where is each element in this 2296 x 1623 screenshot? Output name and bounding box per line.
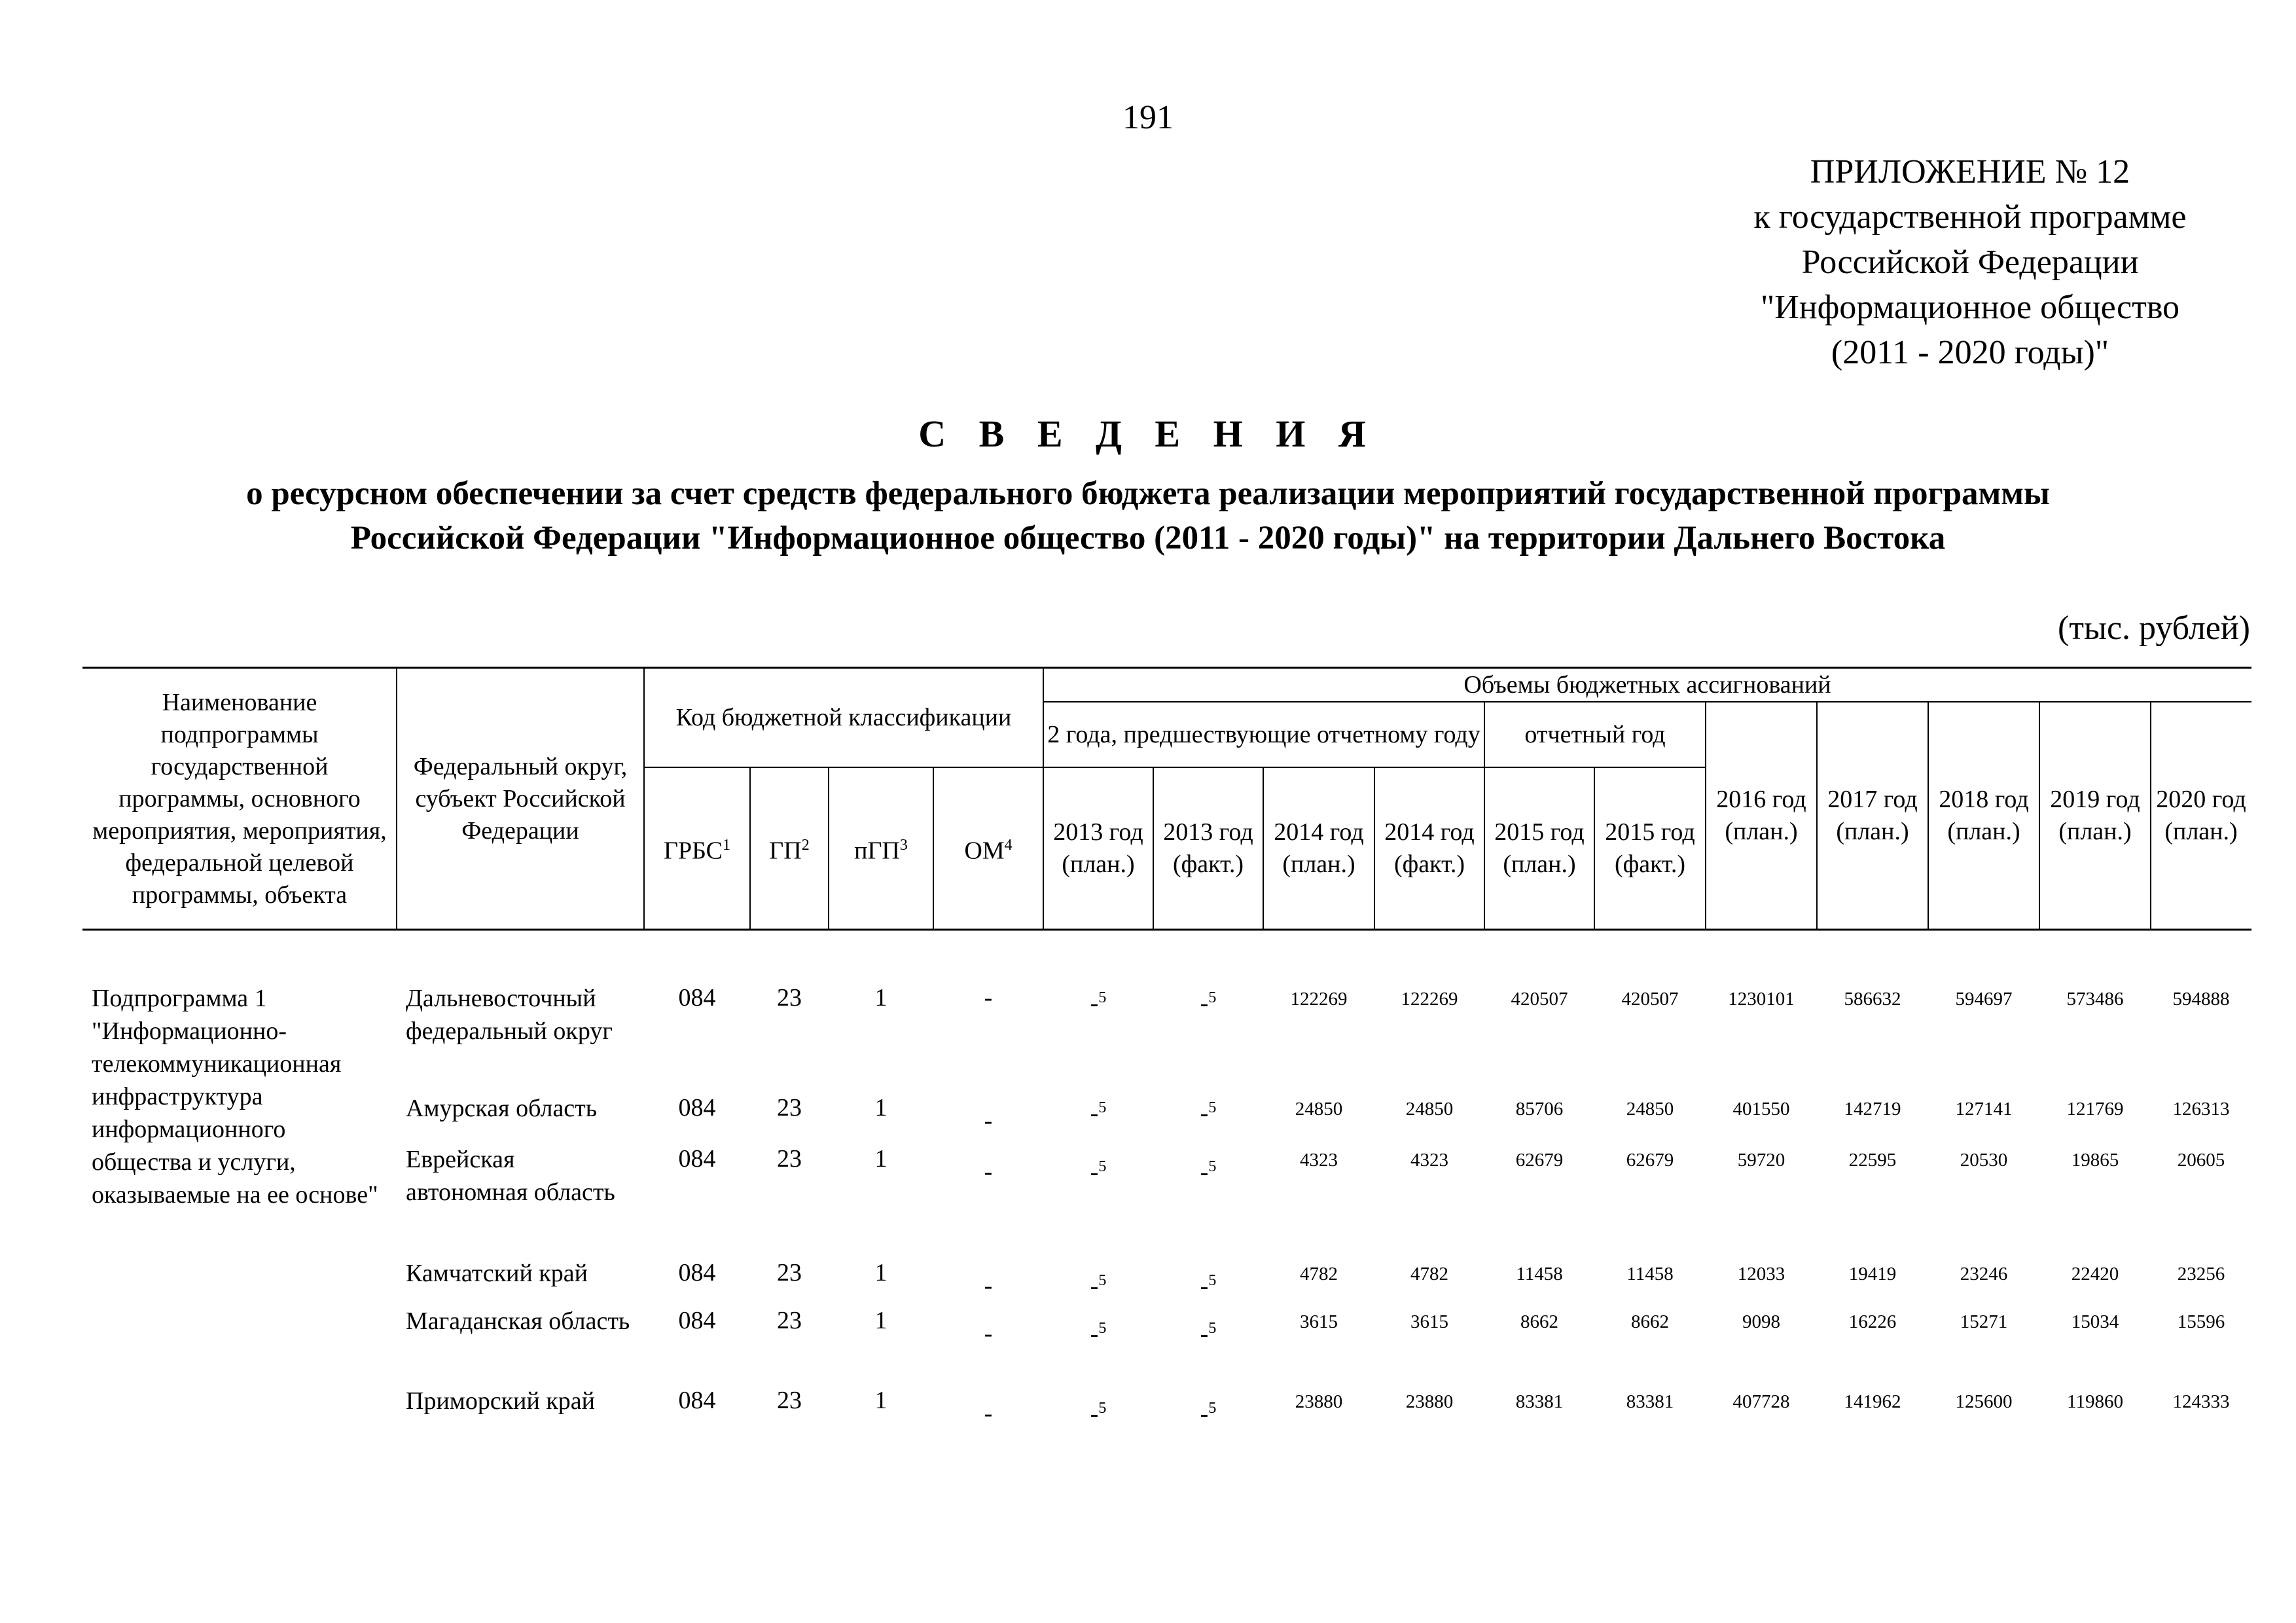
- district-name: Камчатский край: [406, 1260, 588, 1287]
- value-cell: 24850: [1405, 1099, 1454, 1120]
- header-year-col: 2013 год (факт.): [1163, 818, 1253, 878]
- value-cell: 407728: [1732, 1391, 1790, 1412]
- pgp-code: 1: [874, 1387, 888, 1414]
- value-cell: 127141: [1955, 1099, 2013, 1120]
- om-code: -: [984, 1272, 993, 1300]
- value-cell: 8662: [1631, 1311, 1669, 1332]
- value-cell: 20530: [1960, 1150, 2008, 1171]
- value-cell: 19419: [1848, 1264, 1897, 1285]
- value-cell: 23256: [2177, 1264, 2225, 1285]
- value-cell: 573486: [2066, 989, 2124, 1010]
- value-cell: 59720: [1737, 1150, 1785, 1171]
- document-title: С В Е Д Е Н И Я: [918, 412, 1378, 455]
- om-code: -: [984, 1400, 993, 1427]
- header-district: Федеральный округ, субъект Российской Федерации: [413, 752, 628, 845]
- appendix-line: Российской Федерации: [1801, 244, 2139, 281]
- value-cell: 22420: [2071, 1264, 2119, 1285]
- appendix-line: ПРИЛОЖЕНИЕ № 12: [1810, 153, 2130, 191]
- header-year-col: 2014 год (факт.): [1384, 818, 1475, 878]
- district-name: Приморский край: [406, 1387, 595, 1415]
- value-cell: 4782: [1410, 1264, 1448, 1285]
- district-name: Амурская область: [406, 1095, 598, 1122]
- value-cell: 23880: [1405, 1391, 1454, 1412]
- header-prev-years: 2 года, предшествующие отчетному году: [1047, 720, 1480, 748]
- appendix-line: к государственной программе: [1753, 198, 2187, 236]
- value-cell: 62679: [1626, 1150, 1674, 1171]
- value-2013-plan: -$^5$: [1090, 1272, 1107, 1300]
- header-year-col: 2019 год (план.): [2050, 786, 2140, 845]
- value-cell: 586632: [1844, 989, 1901, 1010]
- value-cell: 420507: [1621, 989, 1679, 1010]
- value-2013-fact: -$^5$: [1200, 1320, 1217, 1348]
- gp-code: 23: [777, 1387, 802, 1414]
- header-om: $ОМ^4$: [964, 837, 1013, 865]
- header-report-year: отчетный год: [1524, 720, 1666, 748]
- header-year-col: 2020 год (план.): [2156, 786, 2246, 845]
- value-cell: 4782: [1300, 1264, 1338, 1285]
- value-cell: 121769: [2066, 1099, 2124, 1120]
- gp-code: 23: [777, 1094, 802, 1122]
- header-year-col: 2015 год (факт.): [1605, 818, 1695, 878]
- subtitle-line: Российской Федерации "Информационное общество (2011 - 2020 годы)" на территории Дальнего Востока: [350, 520, 1946, 556]
- value-2013-fact: -$^5$: [1200, 1099, 1217, 1127]
- value-cell: 23246: [1960, 1264, 2008, 1285]
- value-cell: 141962: [1844, 1391, 1901, 1412]
- value-2013-fact: -$^5$: [1200, 989, 1217, 1017]
- appendix-line: "Информационное общество: [1760, 289, 2180, 326]
- value-cell: 142719: [1844, 1099, 1901, 1120]
- value-cell: 126313: [2172, 1099, 2230, 1120]
- value-2013-plan: -$^5$: [1090, 1099, 1107, 1127]
- header-year-col: 2016 год (план.): [1716, 786, 1806, 845]
- value-cell: 122269: [1401, 989, 1458, 1010]
- page-number: 191: [1122, 99, 1174, 136]
- value-cell: 19865: [2071, 1150, 2119, 1171]
- header-year-col: 2017 год (план.): [1827, 786, 1918, 845]
- value-cell: 3615: [1300, 1311, 1338, 1332]
- grbs-code: 084: [678, 1145, 716, 1173]
- subprogram-name: Подпрограмма 1 "Информационно-телекоммуникационная инфраструктура информационного общества и услуги, оказываемые на ее основе": [92, 985, 378, 1209]
- value-cell: 16226: [1848, 1311, 1897, 1332]
- om-code: -: [984, 1320, 993, 1347]
- header-pgp: пГП$^3$: [854, 837, 908, 865]
- subtitle-line: о ресурсном обеспечении за счет средств федерального бюджета реализации мероприятий государственной программы: [246, 475, 2050, 512]
- value-cell: 83381: [1515, 1391, 1564, 1412]
- pgp-code: 1: [874, 1094, 888, 1122]
- value-2013-fact: -$^5$: [1200, 1272, 1217, 1300]
- value-cell: 22595: [1848, 1150, 1897, 1171]
- appendix-line: (2011 - 2020 годы)": [1831, 334, 2109, 371]
- value-2013-plan: -$^5$: [1090, 989, 1107, 1017]
- pgp-code: 1: [874, 1307, 888, 1334]
- header-kbk: Код бюджетной классификации: [675, 703, 1012, 731]
- header-year-col: 2014 год (план.): [1274, 818, 1364, 878]
- grbs-code: 084: [678, 1094, 716, 1122]
- value-cell: 83381: [1626, 1391, 1674, 1412]
- value-cell: 23880: [1295, 1391, 1343, 1412]
- value-cell: 12033: [1737, 1264, 1785, 1285]
- grbs-code: 084: [678, 1387, 716, 1414]
- value-cell: 119860: [2067, 1391, 2123, 1412]
- district-name: Магаданская область: [406, 1307, 630, 1335]
- value-2013-plan: -$^5$: [1090, 1158, 1107, 1186]
- district-name: Еврейская автономная область: [406, 1146, 615, 1206]
- value-cell: 122269: [1290, 989, 1348, 1010]
- header-year-col: 2018 год (план.): [1939, 786, 2029, 845]
- pgp-code: 1: [874, 984, 888, 1012]
- gp-code: 23: [777, 1145, 802, 1173]
- pgp-code: 1: [874, 1259, 888, 1286]
- gp-code: 23: [777, 1307, 802, 1334]
- value-cell: 11458: [1626, 1264, 1674, 1285]
- header-volumes: Объемы бюджетных ассигнований: [1463, 670, 1831, 699]
- om-code: -: [984, 1107, 993, 1135]
- value-cell: 24850: [1626, 1099, 1674, 1120]
- value-cell: 594697: [1955, 989, 2013, 1010]
- grbs-code: 084: [678, 1259, 716, 1286]
- value-cell: 401550: [1732, 1099, 1790, 1120]
- value-cell: 420507: [1511, 989, 1568, 1010]
- value-2013-plan: -$^5$: [1090, 1400, 1107, 1428]
- district-name: Дальневосточный федеральный округ: [406, 985, 613, 1045]
- header-gp: $ГП^2$: [769, 837, 810, 865]
- om-code: -: [984, 984, 993, 1012]
- header-year-col: 2013 год (план.): [1053, 818, 1143, 878]
- gp-code: 23: [777, 984, 802, 1012]
- header-name: Наименование подпрограммы государственной программы, основного мероприятия, мероприятия, федеральной целевой программы, объекта: [92, 688, 387, 909]
- value-cell: 8662: [1520, 1311, 1558, 1332]
- value-cell: 24850: [1295, 1099, 1343, 1120]
- value-cell: 594888: [2172, 989, 2230, 1010]
- om-code: -: [984, 1158, 993, 1186]
- value-cell: 15596: [2177, 1311, 2225, 1332]
- value-cell: 124333: [2172, 1391, 2230, 1412]
- header-grbs: ГРБС$^1$: [663, 837, 730, 865]
- value-cell: 9098: [1742, 1311, 1780, 1332]
- units-label: (тыс. рублей): [2057, 610, 2250, 647]
- value-cell: 4323: [1300, 1150, 1338, 1171]
- value-cell: 125600: [1955, 1391, 2013, 1412]
- value-2013-plan: -$^5$: [1090, 1320, 1107, 1348]
- header-year-col: 2015 год (план.): [1494, 818, 1585, 878]
- value-cell: 15271: [1960, 1311, 2008, 1332]
- value-cell: 20605: [2177, 1150, 2225, 1171]
- value-cell: 62679: [1515, 1150, 1564, 1171]
- value-cell: 1230101: [1728, 989, 1795, 1010]
- value-cell: 15034: [2071, 1311, 2119, 1332]
- value-cell: 4323: [1410, 1150, 1448, 1171]
- value-2013-fact: -$^5$: [1200, 1158, 1217, 1186]
- value-cell: 3615: [1410, 1311, 1448, 1332]
- pgp-code: 1: [874, 1145, 888, 1173]
- grbs-code: 084: [678, 1307, 716, 1334]
- gp-code: 23: [777, 1259, 802, 1286]
- value-cell: 11458: [1516, 1264, 1563, 1285]
- value-2013-fact: -$^5$: [1200, 1400, 1217, 1428]
- grbs-code: 084: [678, 984, 716, 1012]
- value-cell: 85706: [1515, 1099, 1564, 1120]
